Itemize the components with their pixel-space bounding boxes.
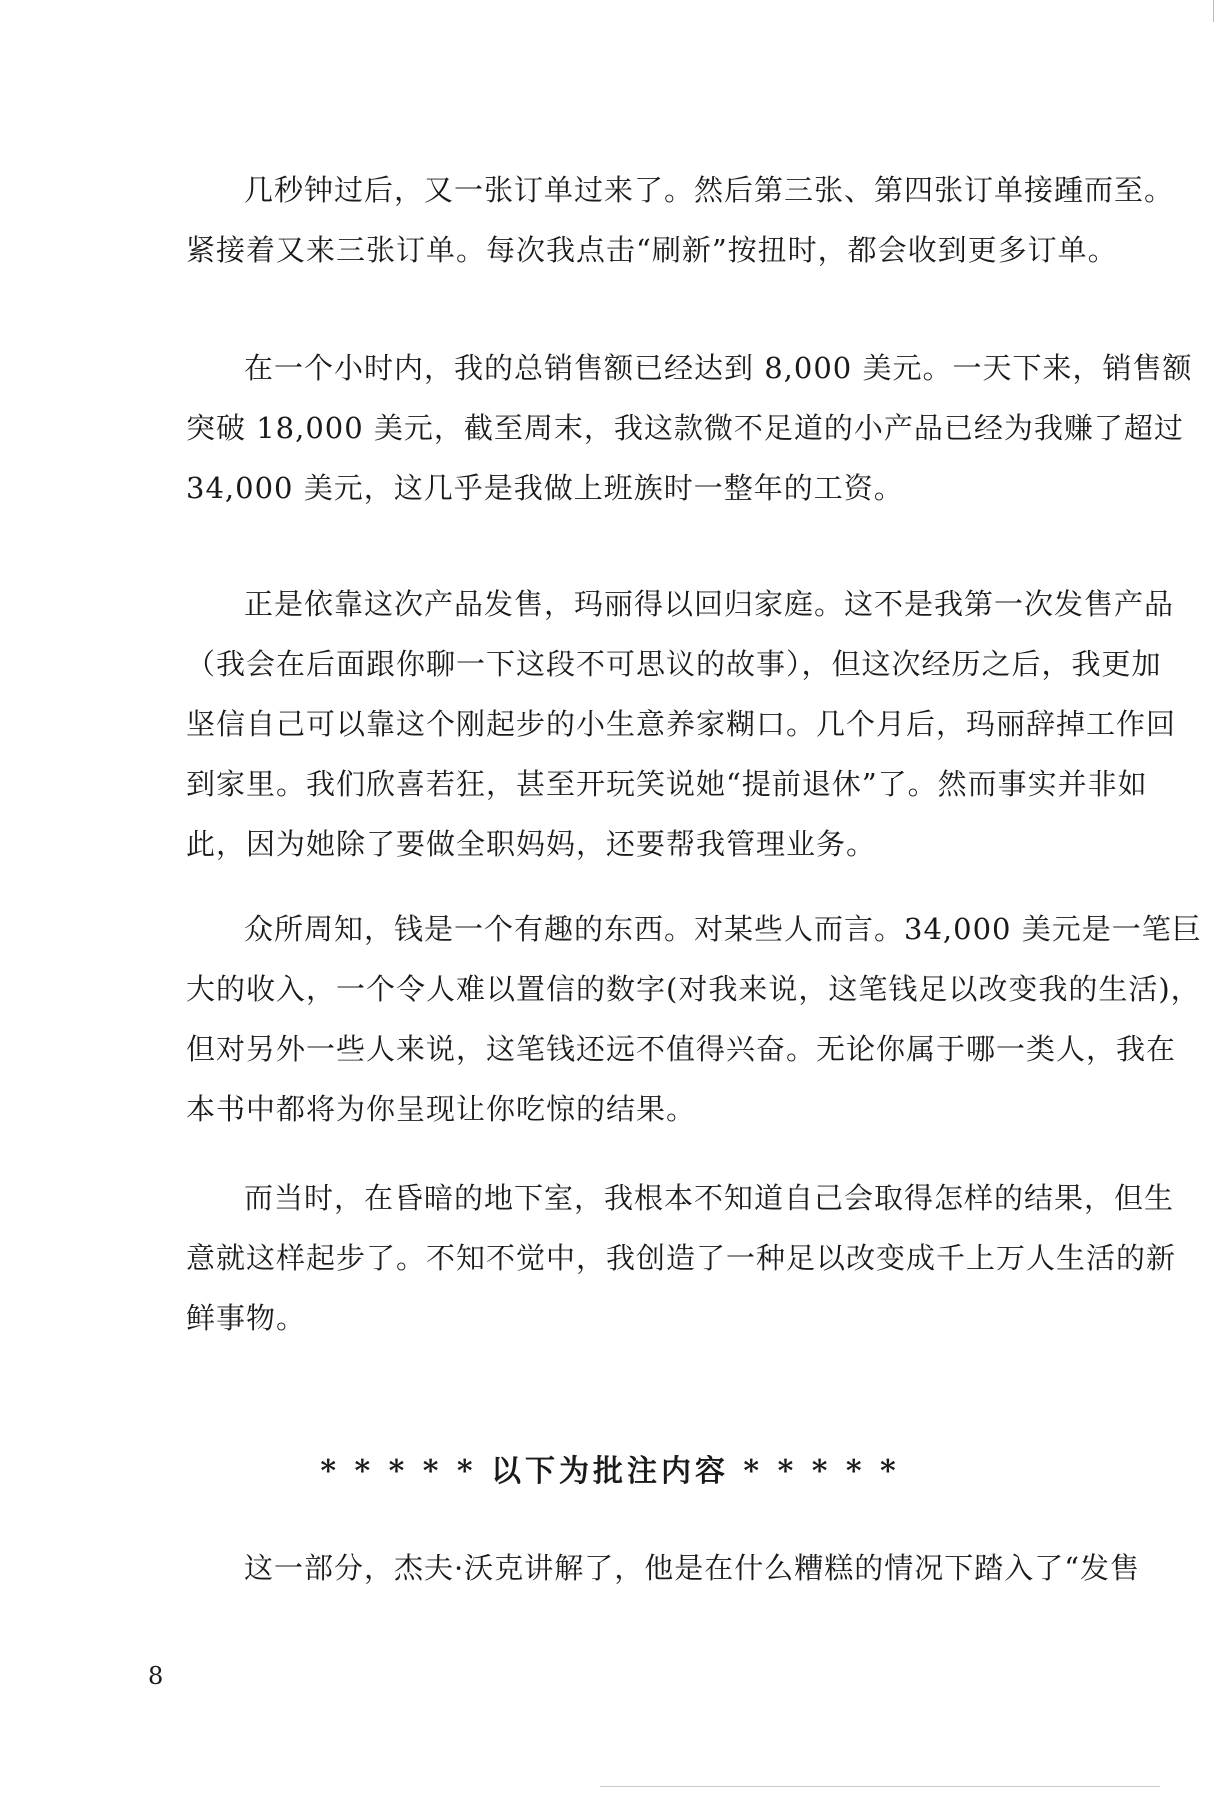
paragraph-2 [186, 338, 1193, 518]
paragraph-line: 大的收入，一个令人难以置信的数字(对我来说，这笔钱足以改变我的生活)， [186, 972, 1201, 1006]
paragraph-line: 坚信自己可以靠这个刚起步的小生意养家糊口。几个月后，玛丽辞掉工作回 [186, 707, 1177, 741]
paragraph-5 [186, 1168, 1177, 1348]
paragraph-line: 但对另外一些人来说，这笔钱还远不值得兴奋。无论你属于哪一类人，我在 [186, 1032, 1177, 1066]
paragraph-line: 众所周知，钱是一个有趣的东西。对某些人而言。34,000 美元是一笔巨 [244, 912, 1202, 946]
scan-edge-divider [600, 1786, 1160, 1787]
paragraph-line: 几秒钟过后，又一张订单过来了。然后第三张、第四张订单接踵而至。 [244, 173, 1175, 207]
paragraph-line: 到家里。我们欣喜若狂，甚至开玩笑说她“提前退休”了。然而事实并非如 [186, 767, 1148, 801]
page-number: 8 [148, 1662, 164, 1690]
annotation-text [186, 1546, 1141, 1587]
paragraph-line: 正是依靠这次产品发售，玛丽得以回归家庭。这不是我第一次发售产品 [244, 587, 1175, 621]
paragraph-line: 此，因为她除了要做全职妈妈，还要帮我管理业务。 [186, 827, 877, 861]
paragraph-line: 意就这样起步了。不知不觉中，我创造了一种足以改变成千上万人生活的新 [186, 1241, 1177, 1275]
paragraph-3 [186, 574, 1177, 874]
scan-edge-mark [1213, 0, 1214, 22]
paragraph-line: 而当时，在昏暗的地下室，我根本不知道自己会取得怎样的结果，但生 [244, 1181, 1175, 1215]
annotation-line: 这一部分，杰夫·沃克讲解了，他是在什么糟糕的情况下踏入了“发售 [244, 1551, 1141, 1585]
annotation-divider: * * * * * 以下为批注内容 * * * * * [320, 1454, 900, 1489]
paragraph-line: 在一个小时内，我的总销售额已经达到 8,000 美元。一天下来，销售额 [244, 351, 1193, 385]
paragraph-1 [186, 160, 1175, 280]
paragraph-line: 紧接着又来三张订单。每次我点击“刷新”按扭时，都会收到更多订单。 [186, 233, 1118, 267]
paragraph-line: （我会在后面跟你聊一下这段不可思议的故事），但这次经历之后，我更加 [186, 647, 1162, 681]
paragraph-line: 鲜事物。 [186, 1301, 307, 1335]
paragraph-line: 本书中都将为你呈现让你吃惊的结果。 [186, 1092, 697, 1126]
paragraph-line: 34,000 美元，这几乎是我做上班族时一整年的工资。 [186, 471, 904, 505]
paragraph-4 [186, 899, 1202, 1139]
paragraph-line: 突破 18,000 美元，截至周末，我这款微不足道的小产品已经为我赚了超过 [186, 411, 1184, 445]
